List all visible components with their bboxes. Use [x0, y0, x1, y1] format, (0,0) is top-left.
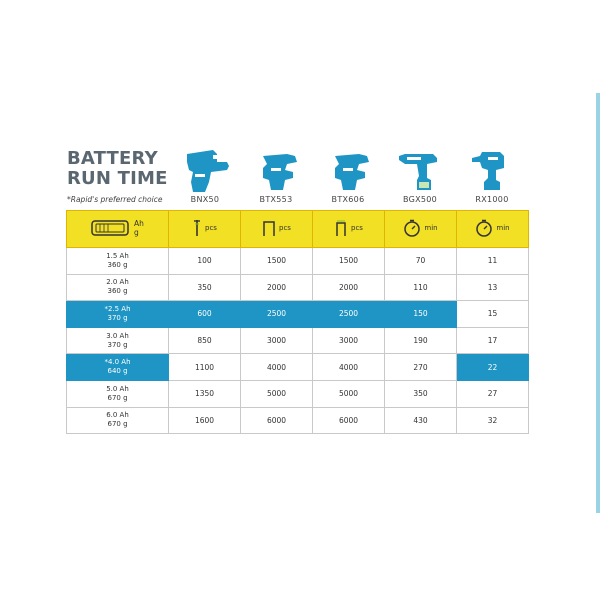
header-battery-cell: [67, 211, 169, 248]
header-unit-4: min: [424, 224, 438, 232]
value-cell: 27: [457, 380, 529, 407]
table-row: [67, 407, 529, 434]
header-ah-label: Ah: [134, 219, 144, 228]
value-cell: 100: [169, 248, 241, 275]
title-line-2: RUN TIME: [67, 168, 168, 189]
value-cell: 850: [169, 327, 241, 354]
value-cell: 5000: [313, 380, 385, 407]
battery-weight: 360 g: [107, 260, 128, 269]
stopwatch-icon: [403, 219, 421, 237]
battery-weight: 370 g: [107, 313, 128, 322]
header-unit-3: pcs: [351, 224, 363, 232]
battery-weight: 670 g: [107, 393, 128, 402]
battery-ah: *4.0 Ah: [104, 358, 131, 367]
table-row: [67, 327, 529, 354]
battery-weight: 640 g: [107, 367, 128, 376]
value-cell: 1500: [313, 248, 385, 275]
decorative-stripe: [596, 93, 600, 513]
table-row: [67, 248, 529, 275]
nail-icon: [192, 219, 202, 237]
battery-weight: 370 g: [107, 340, 128, 349]
header-timer-cell-2: [457, 211, 529, 248]
value-cell: 1350: [169, 380, 241, 407]
header-nail-cell: [169, 211, 241, 248]
value-cell: 350: [169, 274, 241, 301]
header-g-label: g: [134, 228, 139, 237]
battery-ah: 2.0 Ah: [106, 278, 129, 287]
battery-ah: *2.5 Ah: [104, 304, 131, 313]
title-line-1: BATTERY: [67, 148, 158, 169]
header-staple-cell-1: [241, 211, 313, 248]
table-row: [67, 380, 529, 407]
staple-icon: [262, 219, 276, 237]
value-cell: 4000: [241, 354, 313, 381]
value-cell: 110: [385, 274, 457, 301]
tool-name-btx553: BTX553: [259, 195, 293, 204]
tool-name-btx606: BTX606: [331, 195, 365, 204]
battery-icon: [91, 219, 131, 237]
battery-cell: [67, 301, 169, 328]
battery-ah: 1.5 Ah: [106, 251, 129, 260]
value-cell: 15: [457, 301, 529, 328]
drill-icon: [470, 148, 512, 194]
battery-weight: 670 g: [107, 420, 128, 429]
header-unit-1: pcs: [205, 224, 217, 232]
run-time-table: [66, 210, 529, 434]
header-unit-5: min: [496, 224, 510, 232]
value-cell: 3000: [313, 327, 385, 354]
battery-weight: 360 g: [107, 287, 128, 296]
tool-name-bnx50: BNX50: [190, 195, 220, 204]
staple-icon: [334, 219, 348, 237]
glue-gun-icon: [397, 148, 443, 194]
value-cell: 430: [385, 407, 457, 434]
nailer-gun-icon: [183, 148, 233, 194]
value-cell: 17: [457, 327, 529, 354]
value-cell: 600: [169, 301, 241, 328]
value-cell: 22: [457, 354, 529, 381]
value-cell: 3000: [241, 327, 313, 354]
page-title: [67, 149, 168, 189]
value-cell: 2000: [313, 274, 385, 301]
value-cell: 2500: [313, 301, 385, 328]
tool-name-bgx500: BGX500: [402, 195, 438, 204]
value-cell: 1100: [169, 354, 241, 381]
header-staple-cell-2: [313, 211, 385, 248]
value-cell: 150: [385, 301, 457, 328]
value-cell: 5000: [241, 380, 313, 407]
battery-cell: [67, 327, 169, 354]
battery-cell: [67, 274, 169, 301]
tool-name-rx1000: RX1000: [475, 195, 509, 204]
value-cell: 1600: [169, 407, 241, 434]
table-row: [67, 274, 529, 301]
value-cell: 70: [385, 248, 457, 275]
header-unit-2: pcs: [279, 224, 291, 232]
value-cell: 32: [457, 407, 529, 434]
battery-cell: [67, 380, 169, 407]
battery-cell: [67, 248, 169, 275]
value-cell: 6000: [313, 407, 385, 434]
battery-cell: [67, 354, 169, 381]
value-cell: 2500: [241, 301, 313, 328]
value-cell: 350: [385, 380, 457, 407]
battery-ah: 6.0 Ah: [106, 411, 129, 420]
value-cell: 270: [385, 354, 457, 381]
table-header-row: [67, 211, 529, 248]
value-cell: 13: [457, 274, 529, 301]
table-row-preferred: [67, 354, 529, 381]
preferred-choice-note: *Rapid's preferred choice: [67, 195, 163, 204]
value-cell: 6000: [241, 407, 313, 434]
stapler-gun-icon-2: [329, 148, 375, 194]
battery-ah: 3.0 Ah: [106, 331, 129, 340]
value-cell: 190: [385, 327, 457, 354]
header-timer-cell-1: [385, 211, 457, 248]
value-cell: 4000: [313, 354, 385, 381]
stapler-gun-icon-1: [257, 148, 303, 194]
battery-cell: [67, 407, 169, 434]
table-row-preferred: [67, 301, 529, 328]
value-cell: 11: [457, 248, 529, 275]
battery-ah: 5.0 Ah: [106, 384, 129, 393]
value-cell: 1500: [241, 248, 313, 275]
value-cell: 2000: [241, 274, 313, 301]
stopwatch-icon: [475, 219, 493, 237]
